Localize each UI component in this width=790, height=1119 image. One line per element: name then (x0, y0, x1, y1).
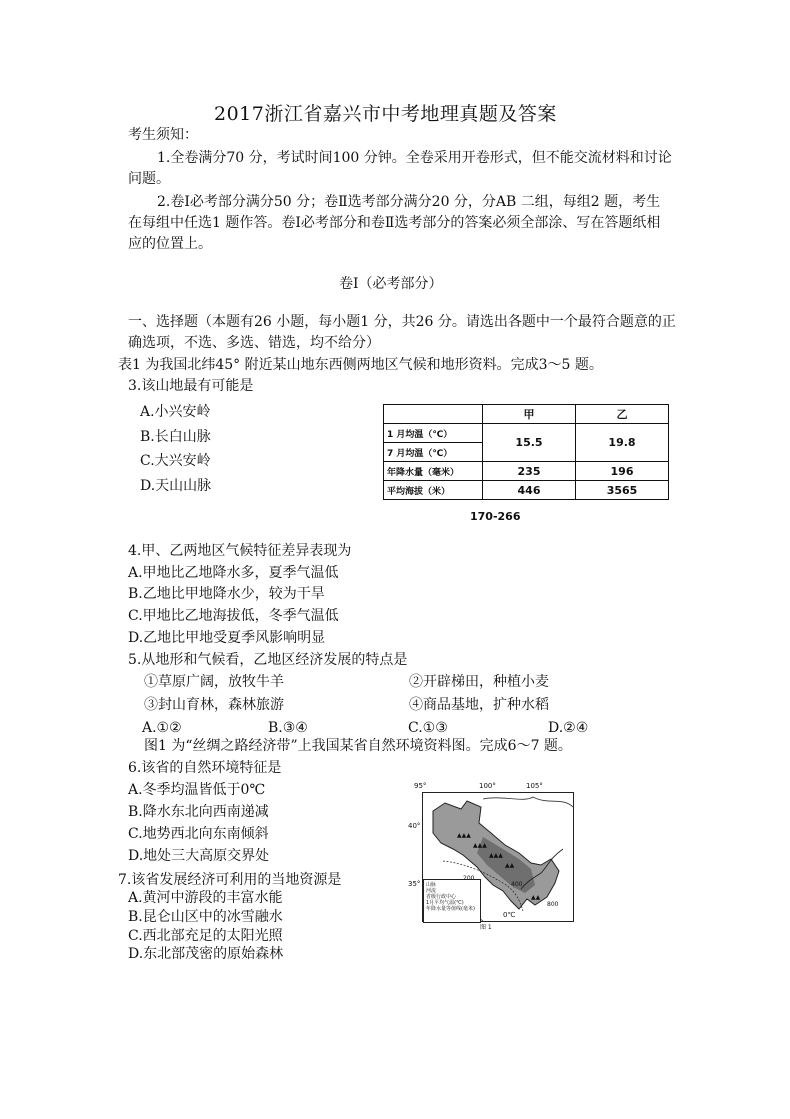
table-header-yi: 乙 (576, 405, 669, 424)
notice-item-1-cont: 问题。 (128, 171, 170, 187)
q6-option-a: A.冬季均温皆低于0℃ (128, 782, 266, 798)
climate-table (383, 404, 669, 500)
svg-text:▲▲: ▲▲ (531, 894, 541, 901)
neighbour-boundary (483, 797, 573, 807)
notice-item-1: 1.全卷满分70 分，考试时间100 分钟。全卷采用开卷形式，但不能交流材料和讨论 (157, 150, 672, 166)
notice-heading: 考生须知： (128, 127, 198, 143)
q5-option-a: A.①② (142, 720, 182, 736)
q7-option-d: D.东北部茂密的原始森林 (128, 946, 284, 962)
table-header-jia: 甲 (483, 405, 576, 424)
q4-option-b: B.乙地比甲地降水少，较为干旱 (128, 586, 325, 602)
map-lon-105: 105° (526, 782, 543, 790)
q7-stem: 7.该省发展经济可利用的当地资源是 (118, 872, 342, 888)
table-row-elev: 平均海拔（米） (384, 481, 483, 500)
legend-item: 年降水量等值线(毫米) (426, 906, 475, 912)
q6-stem: 6.该省的自然环境特征是 (128, 760, 282, 776)
notice-item-2: 2.卷Ⅰ必考部分满分50 分；卷Ⅱ选考部分满分20 分，分AB 二组，每组2 题，考生 (157, 194, 661, 210)
table-intro: 表1 为我国北纬45° 附近某山地东西侧两地区气候和地形资料。完成3～5 题。 (118, 357, 603, 373)
notice-item-2-cont: 在每组中任选1 题作答。卷Ⅰ必考部分和卷Ⅱ选考部分的答案必须全部涂、写在答题纸相 (128, 215, 661, 231)
legend-item: 1月平均气温(℃) (426, 900, 464, 906)
map-legend (423, 879, 481, 923)
q4-stem: 4.甲、乙两地区气候特征差异表现为 (128, 543, 352, 559)
q4-option-a: A.甲地比乙地降水多，夏季气温低 (128, 565, 339, 581)
q3-stem: 3.该山地最有可能是 (128, 378, 254, 394)
q6-option-d: D.地处三大高原交界处 (128, 848, 270, 864)
page-title: 2017浙江省嘉兴市中考地理真题及答案 (214, 103, 557, 125)
q4-option-c: C.甲地比乙地海拔低，冬季气温低 (128, 608, 339, 624)
svg-text:▲▲▲: ▲▲▲ (457, 832, 471, 839)
q6-option-b: B.降水东北向西南递减 (128, 804, 269, 820)
q4-option-d: D.乙地比甲地受夏季风影响明显 (128, 630, 326, 646)
q3-option-d: D.天山山脉 (140, 478, 212, 494)
map-frame (422, 792, 574, 922)
q5-item-1: ①草原广阔，放牧牛羊 (144, 674, 284, 690)
q5-item-2: ②开辟梯田，种植小麦 (409, 674, 549, 690)
table-row-jul-temp: 7 月均温（℃） (384, 443, 483, 462)
table-row-precip: 年降水量（毫米） (384, 462, 483, 481)
part1-instructions-cont: 确选项，不选、多选、错选，均不给分） (128, 335, 380, 351)
table-cell-precip-jia: 235 (483, 462, 576, 481)
svg-text:▲▲▲: ▲▲▲ (489, 852, 503, 859)
figure-intro: 图1 为“丝绸之路经济带”上我国某省自然环境资料图。完成6～7 题。 (144, 738, 572, 754)
q5-option-c: C.①③ (408, 720, 448, 736)
svg-text:▲▲: ▲▲ (505, 862, 515, 869)
legend-item: 河流 (426, 888, 437, 894)
q3-option-b: B.长白山脉 (140, 429, 211, 445)
q6-option-c: C.地势西北向东南倾斜 (128, 826, 269, 842)
map-label-400: 400 (511, 881, 523, 888)
q5-stem: 5.从地形和气候看，乙地区经济发展的特点是 (128, 652, 408, 668)
table-cell-temp-jia: 15.5 (483, 424, 576, 462)
legend-item: 省级行政中心 (426, 894, 457, 900)
map-lat-35: 35° (408, 880, 421, 888)
q5-option-b: B.③④ (268, 720, 308, 736)
table-cell-elev-jia: 446 (483, 481, 576, 500)
section-title: 卷Ⅰ（必考部分） (339, 276, 443, 292)
q7-option-a: A.黄河中游段的丰富水能 (128, 890, 283, 906)
q7-option-c: C.西北部充足的太阳光照 (128, 928, 283, 944)
table-cell-temp-yi: 19.8 (576, 424, 669, 462)
table-cell-elev-yi: 3565 (576, 481, 669, 500)
figure-caption: 图 1 (480, 924, 492, 931)
table-cell-precip-yi: 196 (576, 462, 669, 481)
map-label-800: 800 (547, 901, 559, 908)
q7-option-b: B.昆仑山区中的冰雪融水 (128, 909, 283, 925)
q3-option-a: A.小兴安岭 (140, 404, 211, 420)
svg-text:▲▲▲: ▲▲▲ (473, 842, 487, 849)
map-lon-95: 95° (414, 782, 427, 790)
map-lon-100: 100° (479, 782, 496, 790)
q3-option-c: C.大兴安岭 (140, 453, 211, 469)
table-row-jan-temp: 1 月均温（℃） (384, 424, 483, 443)
q5-item-4: ④商品基地，扩种水稻 (409, 697, 549, 713)
q5-option-d: D.②④ (548, 720, 589, 736)
legend-item: 山脉 (426, 882, 437, 888)
q5-item-3: ③封山育林，森林旅游 (144, 697, 284, 713)
province-map-figure (408, 780, 578, 940)
notice-item-2-cont2: 应的位置上。 (128, 236, 212, 252)
map-lat-40: 40° (408, 822, 421, 830)
map-label-0c: 0℃ (503, 911, 516, 919)
table-cut-text: 170-266 (470, 510, 521, 523)
part1-instructions: 一、选择题（本题有26 小题，每小题1 分，共26 分。请选出各题中一个最符合题意的正 (128, 314, 676, 330)
